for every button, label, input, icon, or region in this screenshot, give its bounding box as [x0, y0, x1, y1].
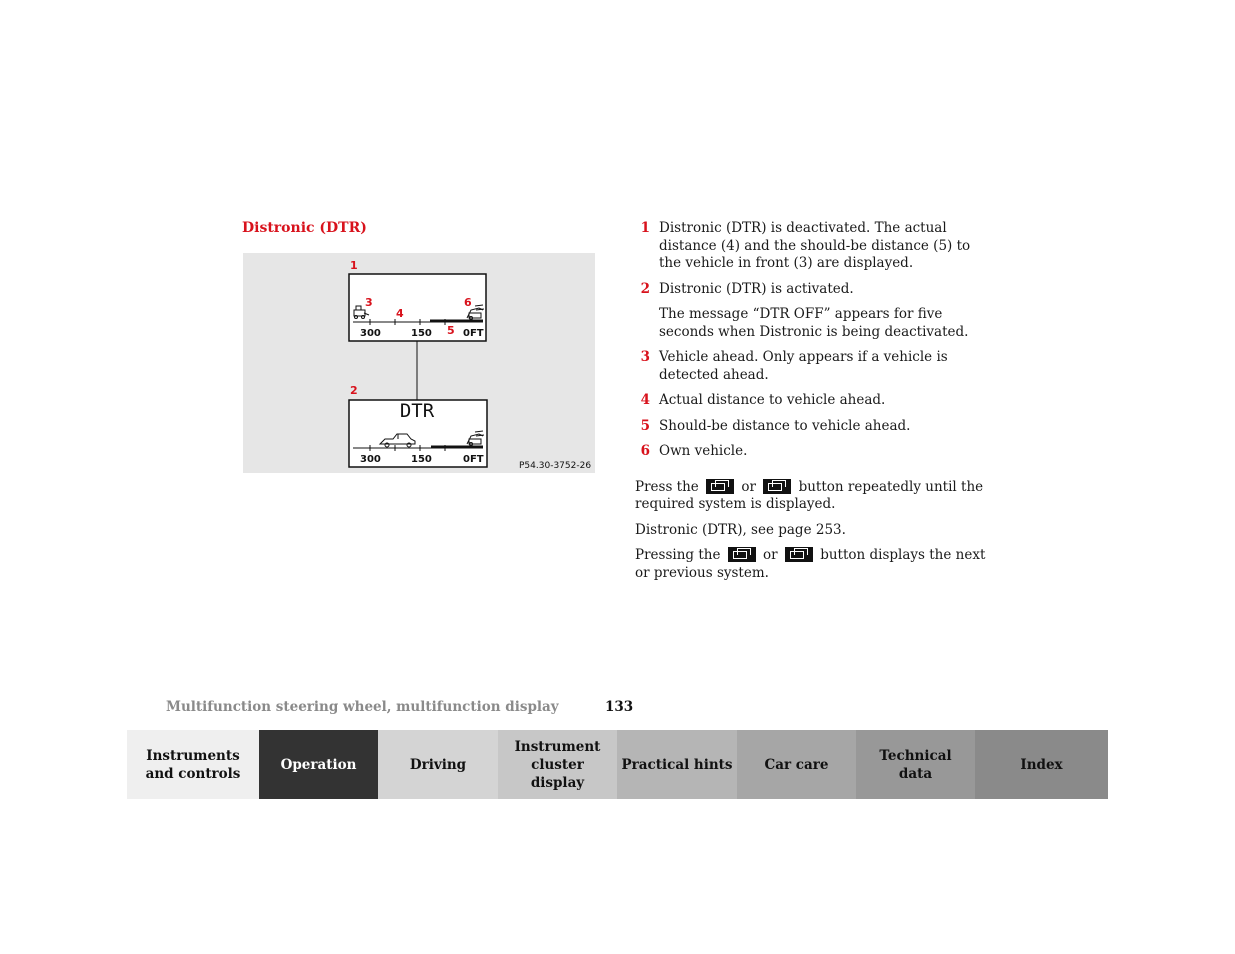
list-item-text: Should-be distance to vehicle ahead. — [659, 417, 911, 434]
list-item-text: Distronic (DTR) is activated. — [659, 280, 854, 297]
tab-index[interactable] — [975, 730, 1108, 799]
paragraph-text: or — [763, 547, 778, 563]
paragraph-text: Press the — [635, 478, 699, 495]
callout-3: 3 — [365, 296, 373, 309]
list-item-number: 2 — [640, 280, 650, 297]
list-item-text: Distronic (DTR) is deactivated. The actual distance (4) and the should-be distance (5) to the vehicle in front (3) are displayed. — [659, 220, 971, 271]
scale-label-150: 150 — [411, 328, 432, 339]
tab-operation[interactable] — [259, 730, 378, 799]
tab-instruments-and-controls[interactable] — [127, 730, 259, 799]
scale-label-150: 150 — [411, 454, 432, 465]
list-item — [635, 349, 995, 384]
list-item — [635, 281, 995, 299]
callout-5: 5 — [447, 324, 455, 337]
callout-1: 1 — [350, 259, 358, 272]
paragraph-pressing — [635, 547, 995, 582]
section-title: Distronic (DTR) — [242, 220, 367, 236]
tab-label: Practical hints — [621, 756, 733, 773]
paragraph-text: button displays the next or previous system. — [635, 547, 986, 581]
paragraph-text: button repeatedly until the required system is displayed. — [635, 478, 984, 512]
paragraph-see-page: Distronic (DTR), see page 253. — [635, 521, 846, 538]
scale-label-0ft: 0FT — [463, 328, 484, 339]
paragraph-text: or — [741, 478, 756, 495]
display-select-button-icon — [706, 479, 734, 494]
tab-practical-hints[interactable] — [617, 730, 737, 799]
should-be-distance-bar — [430, 320, 483, 323]
tab-label: Driving — [409, 756, 467, 773]
tab-label: Operation — [280, 756, 357, 773]
list-item-number: 6 — [640, 443, 650, 459]
list-item-text: Vehicle ahead. Only appears if a vehicle is detected ahead. — [659, 349, 948, 383]
page-number: 133 — [605, 699, 634, 715]
callout-4: 4 — [396, 307, 404, 320]
list-item-number: 3 — [640, 349, 650, 365]
tab-label: Index — [1020, 756, 1063, 773]
tab-label: Technical data — [879, 747, 952, 782]
description-column — [635, 220, 995, 590]
display-select-button-icon — [785, 547, 813, 562]
list-item-number: 1 — [640, 220, 650, 236]
list-item — [635, 220, 995, 273]
list-item-text: Own vehicle. — [659, 443, 748, 459]
scale-label-0ft: 0FT — [463, 454, 484, 465]
list-item-number: 4 — [640, 392, 650, 408]
tab-car-care[interactable] — [737, 730, 856, 799]
paragraph-press — [635, 479, 995, 514]
should-be-distance-bar — [431, 446, 483, 449]
display-select-button-icon — [728, 547, 756, 562]
list-item — [635, 392, 995, 410]
callout-6: 6 — [464, 296, 472, 309]
figure-code: P54.30-3752-26 — [519, 461, 592, 471]
tab-label: Instruments and controls — [145, 747, 241, 782]
tab-label: Instrument cluster display — [514, 738, 601, 791]
tab-technical-data[interactable] — [856, 730, 975, 799]
callout-2: 2 — [350, 384, 358, 397]
tab-instrument-cluster-display[interactable] — [498, 730, 617, 799]
dtr-text: DTR — [399, 400, 435, 422]
distronic-display-illustration — [243, 253, 595, 473]
paragraph-text: Pressing the — [635, 547, 721, 563]
scale-label-300: 300 — [360, 454, 381, 465]
list-item-number: 5 — [640, 417, 650, 434]
list-item — [635, 418, 995, 436]
distronic-display-figure — [243, 253, 595, 473]
chapter-tabs — [127, 730, 1108, 799]
scale-label-300: 300 — [360, 328, 381, 339]
display-select-button-icon — [763, 479, 791, 494]
list-item — [635, 443, 995, 461]
chapter-title: Multifunction steering wheel, multifunction display — [166, 699, 559, 715]
list-item-text: Actual distance to vehicle ahead. — [659, 392, 886, 408]
dtr-off-note: The message “DTR OFF” appears for five seconds when Distronic is being deactivated. — [659, 306, 969, 340]
tab-driving[interactable] — [378, 730, 498, 799]
tab-label: Car care — [764, 756, 829, 773]
